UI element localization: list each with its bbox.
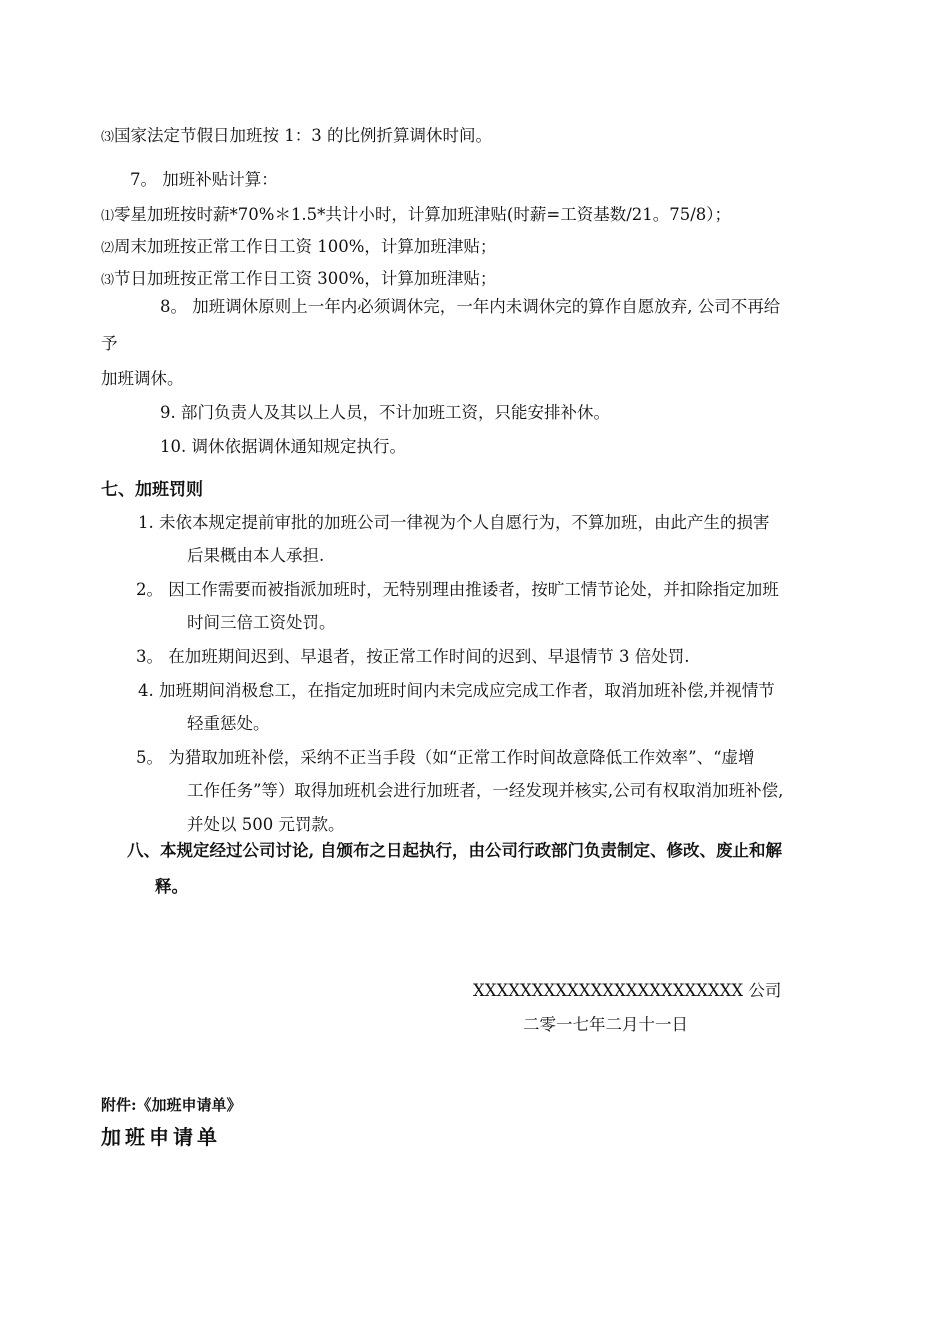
section-8-line-2: 释。 — [155, 877, 188, 896]
penalty-2-line-1: 2。 因工作需要而被指派加班时，无特别理由推诿者，按旷工情节论处，并扣除指定加班 — [136, 580, 779, 599]
penalty-4-line-2: 轻重惩处。 — [187, 714, 270, 733]
item-9: 9. 部门负责人及其以上人员，不计加班工资，只能安排补休。 — [160, 403, 610, 422]
penalty-5-line-3: 并处以 500 元罚款。 — [187, 815, 345, 834]
item-3-marker: ⑶ — [101, 130, 115, 145]
sub-item-3-text: 节日加班按正常工作日工资 300%，计算加班津贴； — [114, 269, 497, 288]
item-7-title: 7。 加班补贴计算： — [130, 170, 278, 189]
signature-date: 二零一七年二月十一日 — [523, 1015, 688, 1034]
section-8-line-1: 八、本规定经过公司讨论, 自颁布之日起执行，由公司行政部门负责制定、修改、废止和解 — [127, 841, 782, 860]
penalty-3-line-1: 3。 在加班期间迟到、早退者，按正常工作时间的迟到、早退情节 3 倍处罚. — [136, 647, 690, 666]
penalty-1-line-1: 1. 未依本规定提前审批的加班公司一律视为个人自愿行为，不算加班，由此产生的损害 — [138, 513, 770, 532]
sub-item-1-text: 零星加班按时薪*70%＊1.5*共计小时，计算加班津贴(时薪=工资基数/21。75/8）； — [114, 205, 732, 224]
sub-item-2-line — [101, 236, 496, 260]
attachment-label: 附件:《加班申请单》 — [101, 1096, 242, 1114]
penalty-4-line-1: 4. 加班期间消极怠工，在指定加班时间内未完成应完成工作者，取消加班补偿,并视情节 — [138, 681, 775, 700]
sub-item-1-marker: ⑴ — [101, 209, 115, 224]
penalty-5-line-2: 工作任务”等）取得加班机会进行加班者，一经发现并核实,公司有权取消加班补偿, — [187, 781, 784, 800]
item-8-line-3: 加班调休。 — [101, 369, 184, 388]
item-10: 10. 调休依据调休通知规定执行。 — [160, 437, 406, 456]
section-7-heading: 七、加班罚则 — [101, 480, 203, 500]
penalty-1-line-2: 后果概由本人承担. — [187, 546, 325, 565]
sub-item-2-marker: ⑵ — [101, 241, 115, 256]
sub-item-3-marker: ⑶ — [101, 273, 115, 288]
penalty-2-line-2: 时间三倍工资处罚。 — [187, 613, 336, 632]
form-title: 加班申请单 — [101, 1125, 221, 1149]
item-3-line — [101, 125, 492, 149]
signature-company: XXXXXXXXXXXXXXXXXXXXXXX 公司 — [473, 981, 782, 1000]
penalty-5-line-1: 5。 为猎取加班补偿，采纳不正当手段（如“正常工作时间故意降低工作效率”、“虚增 — [136, 748, 755, 767]
item-3-text: 国家法定节假日加班按 1：3 的比例折算调休时间。 — [114, 126, 493, 145]
sub-item-2-text: 周末加班按正常工作日工资 100%，计算加班津贴； — [114, 237, 497, 256]
item-8-line-1: 8。 加班调休原则上一年内必须调休完，一年内未调休完的算作自愿放弃, 公司不再给 — [160, 297, 781, 316]
sub-item-3-line — [101, 268, 496, 292]
item-8-line-2: 予 — [101, 334, 118, 353]
sub-item-1-line — [101, 204, 731, 228]
